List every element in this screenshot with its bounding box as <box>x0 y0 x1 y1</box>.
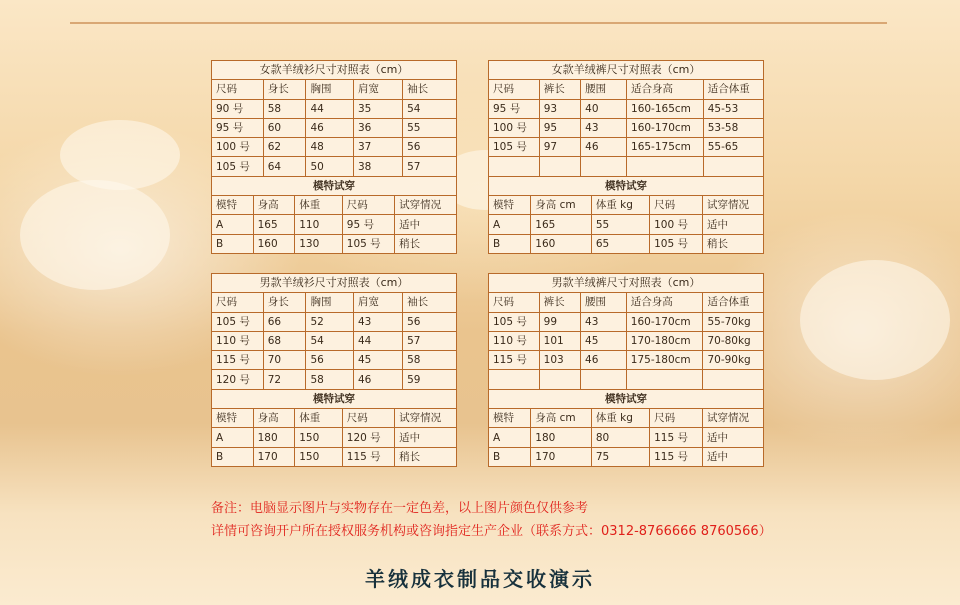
table-cell: 55-70kg <box>703 312 764 331</box>
table-cell <box>489 370 540 389</box>
column-header: 尺码 <box>489 293 540 312</box>
table-row <box>489 99 764 118</box>
column-header: 尺码 <box>212 80 264 99</box>
table-cell: 160-170cm <box>626 312 703 331</box>
womens-sweater-model-table <box>211 195 457 254</box>
table-cell: 60 <box>263 118 306 137</box>
table-cell: 适中 <box>703 447 764 466</box>
table-cell: 105 号 <box>342 234 394 253</box>
column-header: 模特 <box>212 409 254 428</box>
table-row <box>489 157 764 176</box>
table-cell: 46 <box>353 370 402 389</box>
table-cell: 130 <box>295 234 343 253</box>
table-cell: 101 <box>539 331 580 350</box>
table-cell: 120 号 <box>342 428 394 447</box>
table-cell: 35 <box>353 99 402 118</box>
table-cell <box>581 157 627 176</box>
table-cell: 58 <box>306 370 354 389</box>
column-header: 裤长 <box>539 293 580 312</box>
table-cell: 110 号 <box>489 331 540 350</box>
column-header: 尺码 <box>489 80 540 99</box>
table-cell: 56 <box>403 312 457 331</box>
table-cell: 90 号 <box>212 99 264 118</box>
table-cell: 150 <box>295 428 343 447</box>
column-header: 适合身高 <box>626 293 703 312</box>
table-row <box>212 428 457 447</box>
table-cell: 56 <box>306 351 354 370</box>
table-cell: 43 <box>581 118 627 137</box>
table-title: 男款羊绒裤尺寸对照表（cm） <box>489 274 764 293</box>
background-sheep-shape <box>20 180 170 290</box>
table-cell: A <box>212 428 254 447</box>
column-header: 体重 kg <box>591 196 649 215</box>
column-header: 模特 <box>489 196 531 215</box>
table-row <box>212 312 457 331</box>
column-header: 身高 <box>253 409 295 428</box>
table-cell: 165 <box>253 215 295 234</box>
table-cell: 110 号 <box>212 331 264 350</box>
column-header: 模特 <box>489 409 531 428</box>
table-row <box>489 234 764 253</box>
table-cell: 115 号 <box>342 447 394 466</box>
table-cell: 95 号 <box>212 118 264 137</box>
table-cell <box>539 157 580 176</box>
table-cell: 115 号 <box>650 428 703 447</box>
column-header: 尺码 <box>212 293 264 312</box>
background-sheep-shape <box>800 260 950 380</box>
column-header: 裤长 <box>539 80 580 99</box>
table-cell: 110 <box>295 215 343 234</box>
table-cell <box>539 370 580 389</box>
table-cell: B <box>212 234 254 253</box>
table-cell: 48 <box>306 138 354 157</box>
table-row <box>489 118 764 137</box>
table-cell: 43 <box>353 312 402 331</box>
table-cell: 160-170cm <box>627 118 704 137</box>
table-cell: 44 <box>306 99 354 118</box>
model-fitting-title: 模特试穿 <box>489 389 764 408</box>
column-header: 身高 cm <box>531 409 592 428</box>
table-cell: 55 <box>591 215 649 234</box>
table-cell: 115 号 <box>212 351 264 370</box>
table-cell: 120 号 <box>212 370 264 389</box>
table-cell <box>627 157 704 176</box>
table-title: 女款羊绒衫尺寸对照表（cm） <box>212 61 457 80</box>
table-cell: B <box>489 234 531 253</box>
column-header: 适合体重 <box>703 80 763 99</box>
column-header: 身长 <box>263 293 306 312</box>
table-title: 女款羊绒裤尺寸对照表（cm） <box>489 61 764 80</box>
column-header: 试穿情况 <box>703 196 764 215</box>
column-header: 袖长 <box>403 80 457 99</box>
column-header: 尺码 <box>650 196 703 215</box>
column-header: 袖长 <box>403 293 457 312</box>
table-cell: 93 <box>539 99 580 118</box>
column-header: 尺码 <box>342 409 394 428</box>
column-header: 体重 <box>295 196 343 215</box>
top-divider <box>70 22 887 24</box>
table-cell <box>489 157 540 176</box>
table-cell <box>581 370 627 389</box>
table-cell: 45-53 <box>703 99 763 118</box>
table-cell <box>626 370 703 389</box>
mens-pants-model-table <box>488 408 764 467</box>
table-cell: 100 号 <box>489 118 540 137</box>
table-cell: 170-180cm <box>626 331 703 350</box>
table-cell: 66 <box>263 312 306 331</box>
table-cell: 75 <box>591 447 649 466</box>
table-row <box>212 370 457 389</box>
table-cell: B <box>212 447 254 466</box>
table-cell: 58 <box>403 351 457 370</box>
table-row <box>489 351 764 370</box>
table-cell: 36 <box>353 118 402 137</box>
table-row <box>212 138 457 157</box>
table-cell: 180 <box>253 428 295 447</box>
table-cell: 43 <box>581 312 627 331</box>
table-cell: 95 号 <box>342 215 394 234</box>
table-cell <box>703 370 764 389</box>
table-cell: 150 <box>295 447 343 466</box>
column-header: 模特 <box>212 196 254 215</box>
table-cell: 160 <box>253 234 295 253</box>
womens-pants-model-table <box>488 195 764 254</box>
table-cell: 95 号 <box>489 99 540 118</box>
table-cell: 100 号 <box>650 215 703 234</box>
table-cell: 53-58 <box>703 118 763 137</box>
column-header: 身长 <box>263 80 306 99</box>
table-cell: 57 <box>403 331 457 350</box>
table-cell: 46 <box>581 351 627 370</box>
table-row <box>489 215 764 234</box>
table-cell: 适中 <box>395 215 457 234</box>
table-cell: 56 <box>403 138 457 157</box>
table-cell: 适中 <box>395 428 457 447</box>
table-title: 男款羊绒衫尺寸对照表（cm） <box>212 274 457 293</box>
column-header: 腰围 <box>581 80 627 99</box>
table-cell: 稍长 <box>395 234 457 253</box>
table-cell: 115 号 <box>489 351 540 370</box>
table-cell: 68 <box>263 331 306 350</box>
table-cell: A <box>489 215 531 234</box>
table-cell: 64 <box>263 157 306 176</box>
table-cell: 95 <box>539 118 580 137</box>
table-cell: 97 <box>539 138 580 157</box>
table-row <box>212 215 457 234</box>
column-header: 尺码 <box>650 409 703 428</box>
column-header: 肩宽 <box>353 80 402 99</box>
table-row <box>489 331 764 350</box>
table-cell: A <box>489 428 531 447</box>
table-row <box>212 234 457 253</box>
column-header: 试穿情况 <box>395 409 457 428</box>
table-cell: 175-180cm <box>626 351 703 370</box>
footer-title: 羊绒成衣制品交收演示 <box>365 567 595 591</box>
model-fitting-title: 模特试穿 <box>212 389 457 408</box>
table-cell: 170 <box>531 447 592 466</box>
womens-sweater-size-table <box>211 60 457 196</box>
column-header: 适合身高 <box>627 80 704 99</box>
table-cell: 80 <box>591 428 649 447</box>
table-cell: 55-65 <box>703 138 763 157</box>
table-cell: 稍长 <box>395 447 457 466</box>
table-cell: 115 号 <box>650 447 703 466</box>
table-cell: 54 <box>306 331 354 350</box>
table-cell: 100 号 <box>212 138 264 157</box>
table-cell: 105 号 <box>212 157 264 176</box>
table-cell: 170 <box>253 447 295 466</box>
table-row <box>489 447 764 466</box>
mens-pants-size-table <box>488 273 764 409</box>
table-cell: 160-165cm <box>627 99 704 118</box>
mens-sweater-size-table <box>211 273 457 409</box>
table-cell: 45 <box>581 331 627 350</box>
column-header: 身高 <box>253 196 295 215</box>
table-cell: 165-175cm <box>627 138 704 157</box>
table-cell: 57 <box>403 157 457 176</box>
table-row <box>212 447 457 466</box>
table-cell: 62 <box>263 138 306 157</box>
table-cell: A <box>212 215 254 234</box>
table-cell: 52 <box>306 312 354 331</box>
table-row <box>212 351 457 370</box>
table-cell: 55 <box>403 118 457 137</box>
table-cell: 44 <box>353 331 402 350</box>
column-header: 尺码 <box>342 196 394 215</box>
column-header: 体重 kg <box>591 409 649 428</box>
table-cell: 58 <box>263 99 306 118</box>
column-header: 适合体重 <box>703 293 764 312</box>
table-row <box>212 157 457 176</box>
table-cell: 70-80kg <box>703 331 764 350</box>
table-cell: 70-90kg <box>703 351 764 370</box>
table-cell: 99 <box>539 312 580 331</box>
table-cell <box>703 157 763 176</box>
mens-sweater-model-table <box>211 408 457 467</box>
column-header: 试穿情况 <box>703 409 764 428</box>
column-header: 胸围 <box>306 80 354 99</box>
table-row <box>212 118 457 137</box>
table-cell: 54 <box>403 99 457 118</box>
table-row <box>212 331 457 350</box>
table-row <box>489 370 764 389</box>
table-cell: 50 <box>306 157 354 176</box>
womens-pants-size-table <box>488 60 764 196</box>
table-cell: 46 <box>306 118 354 137</box>
table-cell: 37 <box>353 138 402 157</box>
table-cell: 72 <box>263 370 306 389</box>
table-cell: 70 <box>263 351 306 370</box>
column-header: 腰围 <box>581 293 627 312</box>
table-cell: 59 <box>403 370 457 389</box>
table-cell: B <box>489 447 531 466</box>
column-header: 胸围 <box>306 293 354 312</box>
table-cell: 160 <box>531 234 592 253</box>
table-cell: 45 <box>353 351 402 370</box>
table-cell: 65 <box>591 234 649 253</box>
table-cell: 103 <box>539 351 580 370</box>
table-cell: 165 <box>531 215 592 234</box>
table-cell: 稍长 <box>703 234 764 253</box>
table-row <box>489 428 764 447</box>
column-header: 肩宽 <box>353 293 402 312</box>
column-header: 试穿情况 <box>395 196 457 215</box>
table-cell: 105 号 <box>212 312 264 331</box>
table-cell: 适中 <box>703 428 764 447</box>
table-cell: 105 号 <box>650 234 703 253</box>
table-cell: 适中 <box>703 215 764 234</box>
model-fitting-title: 模特试穿 <box>212 176 457 195</box>
table-row <box>489 138 764 157</box>
table-cell: 180 <box>531 428 592 447</box>
column-header: 体重 <box>295 409 343 428</box>
note-contact-info: 详情可咨询开户所在授权服务机构或咨询指定生产企业（联系方式：0312-8766666 8760566） <box>211 524 772 539</box>
table-cell: 105 号 <box>489 138 540 157</box>
table-cell: 46 <box>581 138 627 157</box>
model-fitting-title: 模特试穿 <box>489 176 764 195</box>
column-header: 身高 cm <box>531 196 592 215</box>
background-sheep-shape <box>60 120 180 190</box>
table-cell: 40 <box>581 99 627 118</box>
table-row <box>212 99 457 118</box>
table-row <box>489 312 764 331</box>
table-cell: 38 <box>353 157 402 176</box>
table-cell: 105 号 <box>489 312 540 331</box>
note-color-disclaimer: 备注：电脑显示图片与实物存在一定色差，以上图片颜色仅供参考 <box>211 501 589 516</box>
